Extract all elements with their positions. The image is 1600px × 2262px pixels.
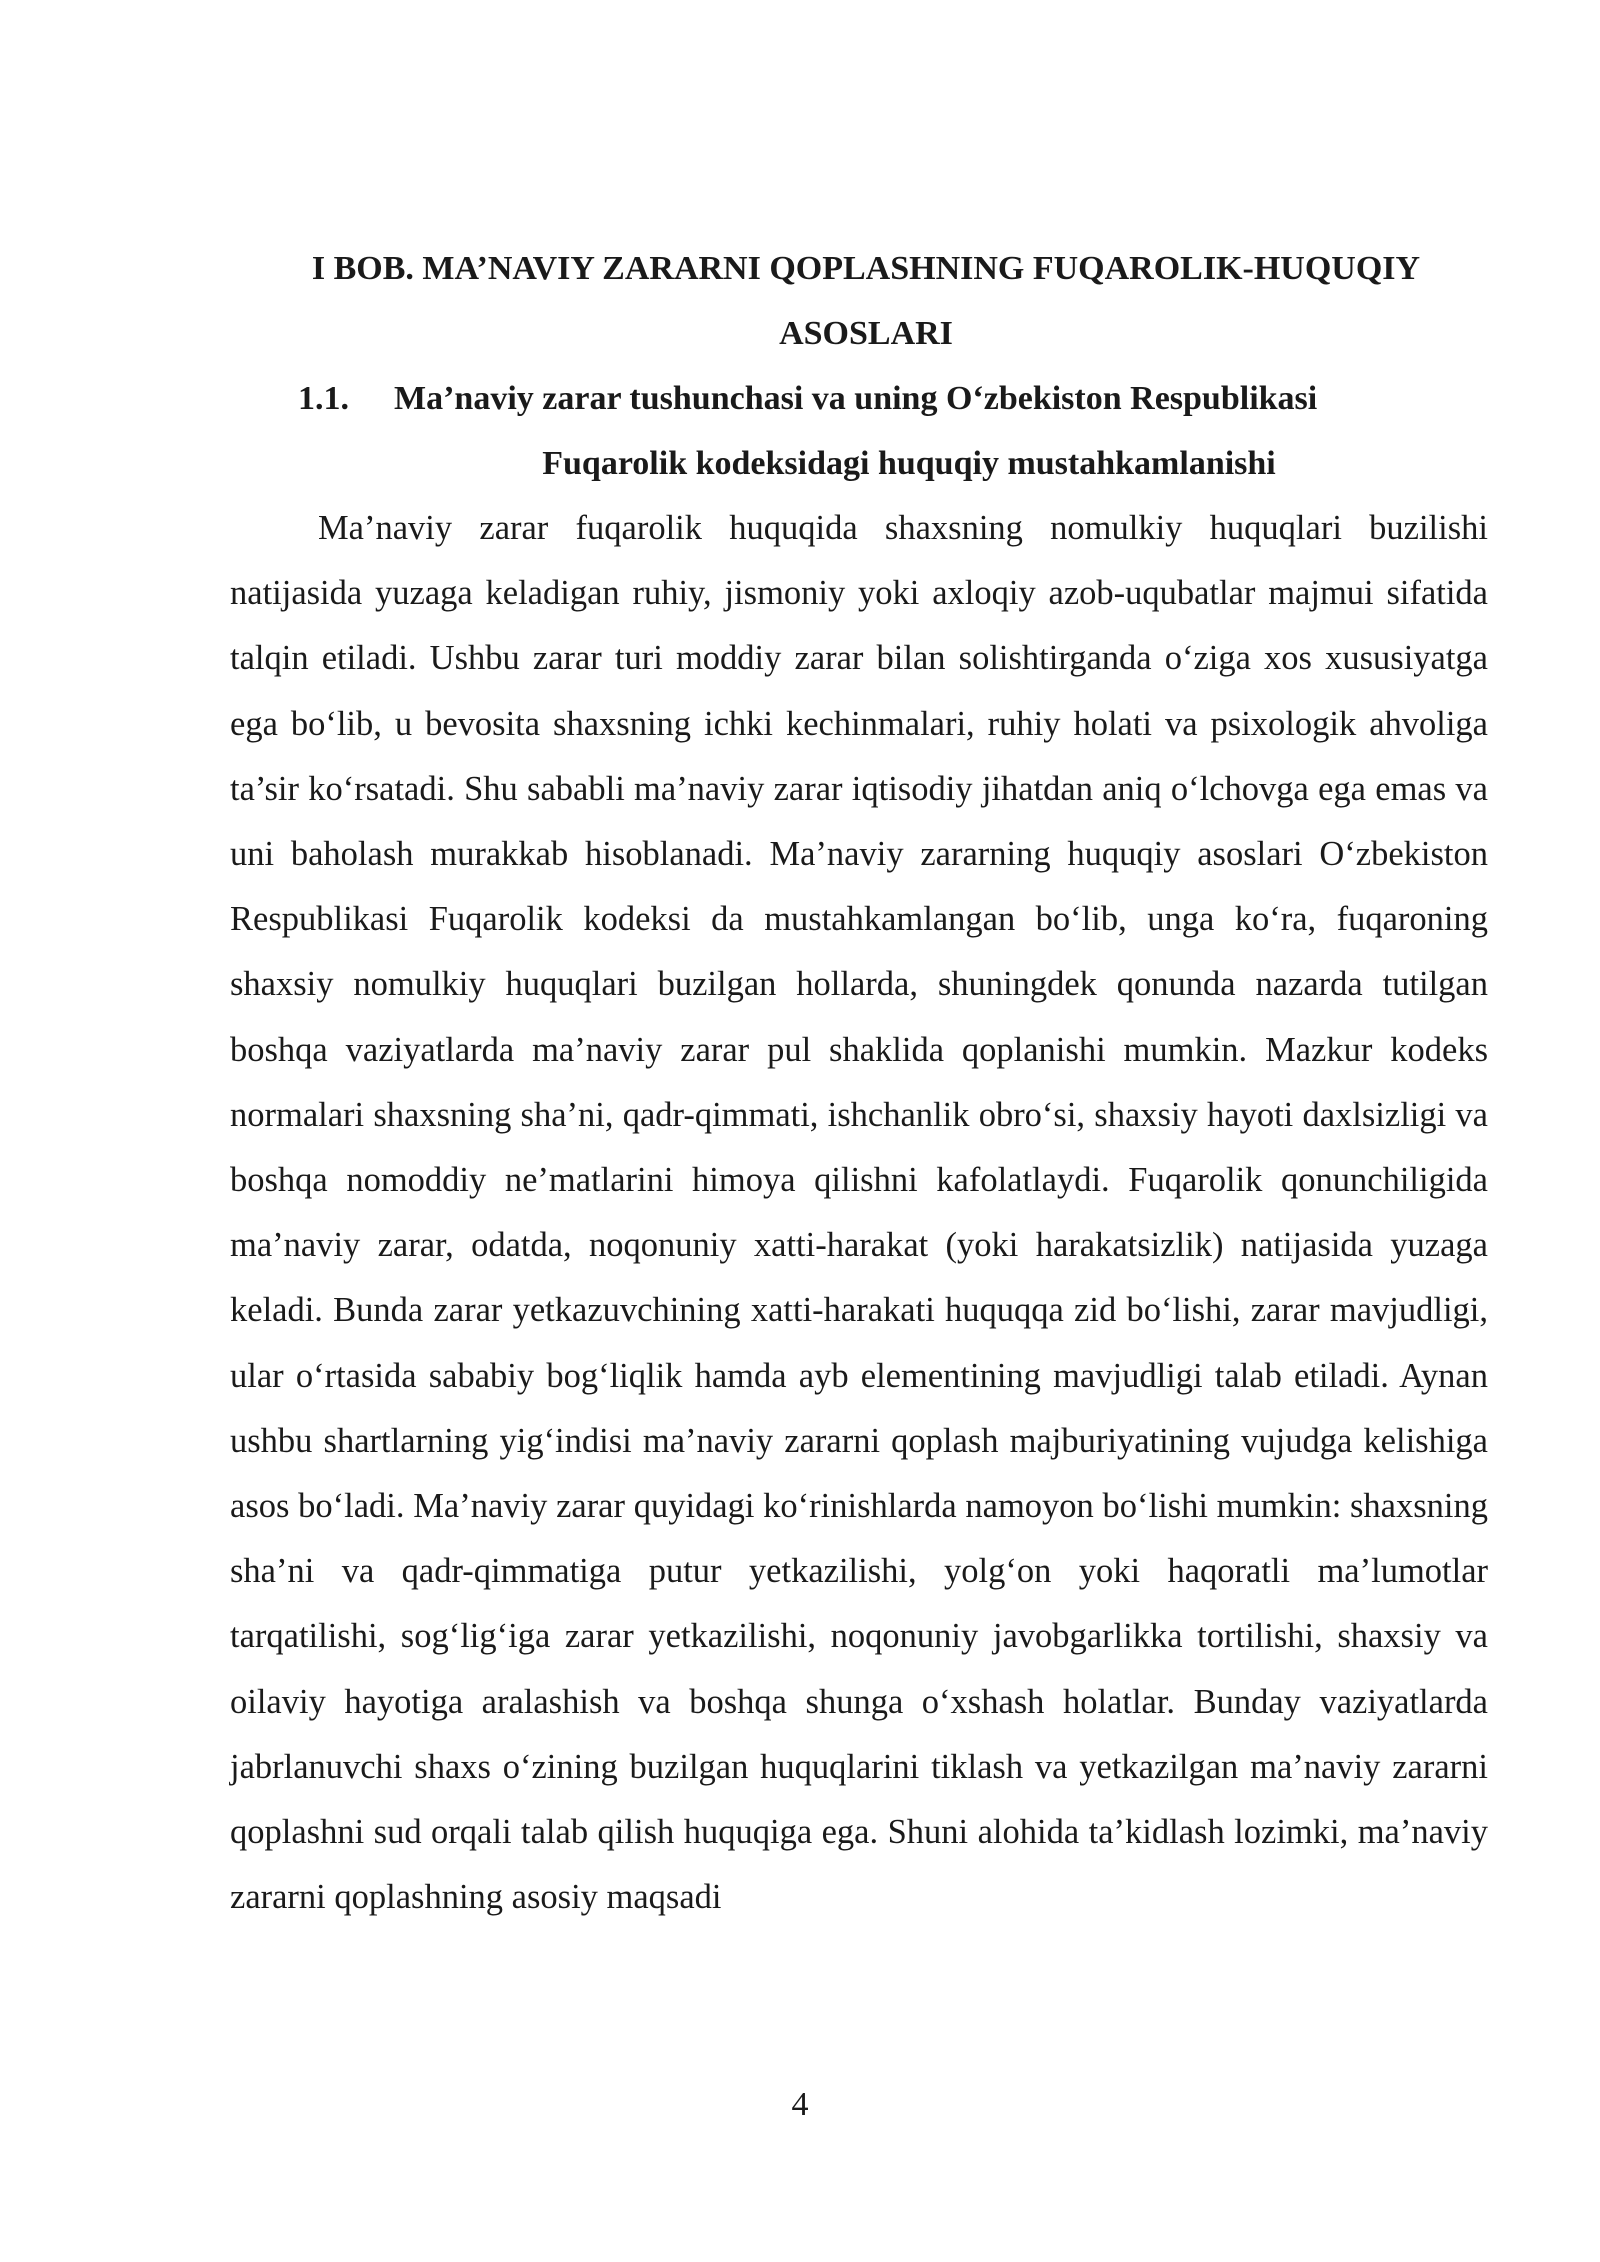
section-heading-line1 <box>230 366 1488 431</box>
section-title-line2: Fuqarolik kodeksidagi huquqiy mustahkamlanishi <box>542 445 1276 482</box>
body-paragraph: Ma’naviy zarar fuqarolik huquqida shaxsning nomulkiy huquqlari buzilishi natijasida yuzaga keladigan ruhiy, jismoniy yoki axloqiy azob-uqubatlar majmui sifatida talqin etiladi. Ushbu zarar turi moddiy zarar bilan solishtirganda o‘ziga xos xususiyatga ega bo‘lib, u bevosita shaxsning ichki kechinmalari, ruhiy holati va psixologik ahvoliga ta’sir ko‘rsatadi. Shu sababli ma’naviy zarar iqtisodiy jihatdan aniq o‘lchovga ega emas va uni baholash murakkab hisoblanadi. Ma’naviy zararning huquqiy asoslari O‘zbekiston Respublikasi Fuqarolik kodeksi da mustahkamlangan bo‘lib, unga ko‘ra, fuqaroning shaxsiy nomulkiy huquqlari buzilgan hollarda, shuningdek qonunda nazarda tutilgan boshqa vaziyatlarda ma’naviy zarar pul shaklida qoplanishi mumkin. Mazkur kodeks normalari shaxsning sha’ni, qadr-qimmati, ishchanlik obro‘si, shaxsiy hayoti daxlsizligi va boshqa nomoddiy ne’matlarini himoya qilishni kafolatlaydi. Fuqarolik qonunchiligida ma’naviy zarar, odatda, noqonuniy xatti-harakat (yoki harakatsizlik) natijasida yuzaga keladi. Bunda zarar yetkazuvchining xatti-harakati huquqqa zid bo‘lishi, zarar mavjudligi, ular o‘rtasida sababiy bog‘liqlik hamda ayb elementining mavjudligi talab etiladi. Aynan ushbu shartlarning yig‘indisi ma’naviy zararni qoplash majburiyatining vujudga kelishiga asos bo‘ladi. Ma’naviy zarar quyidagi ko‘rinishlarda namoyon bo‘lishi mumkin: shaxsning sha’ni va qadr-qimmatiga putur yetkazilishi, yolg‘on yoki haqoratli ma’lumotlar tarqatilishi, sog‘lig‘iga zarar yetkazilishi, noqonuniy javobgarlikka tortilishi, shaxsiy va oilaviy hayotiga aralashish va boshqa shunga o‘xshash holatlar. Bunday vaziyatlarda jabrlanuvchi shaxs o‘zining buzilgan huquqlarini tiklash va yetkazilgan ma’naviy zararni qoplashni sud orqali talab qilish huquqiga ega. Shuni alohida ta’kidlash lozimki, ma’naviy zararni qoplashning asosiy maqsadi <box>230 509 1488 1917</box>
section-number: 1.1. <box>298 380 349 417</box>
section-title-line1: Ma’naviy zarar tushunchasi va uning O‘zbekiston Respublikasi <box>394 380 1318 417</box>
chapter-title: I BOB. MA’NAVIY ZARARNI QOPLASHNING FUQAROLIK-HUQUQIY ASOSLARI <box>311 250 1421 352</box>
page-number: 4 <box>791 2086 809 2123</box>
section-heading <box>230 366 1488 496</box>
